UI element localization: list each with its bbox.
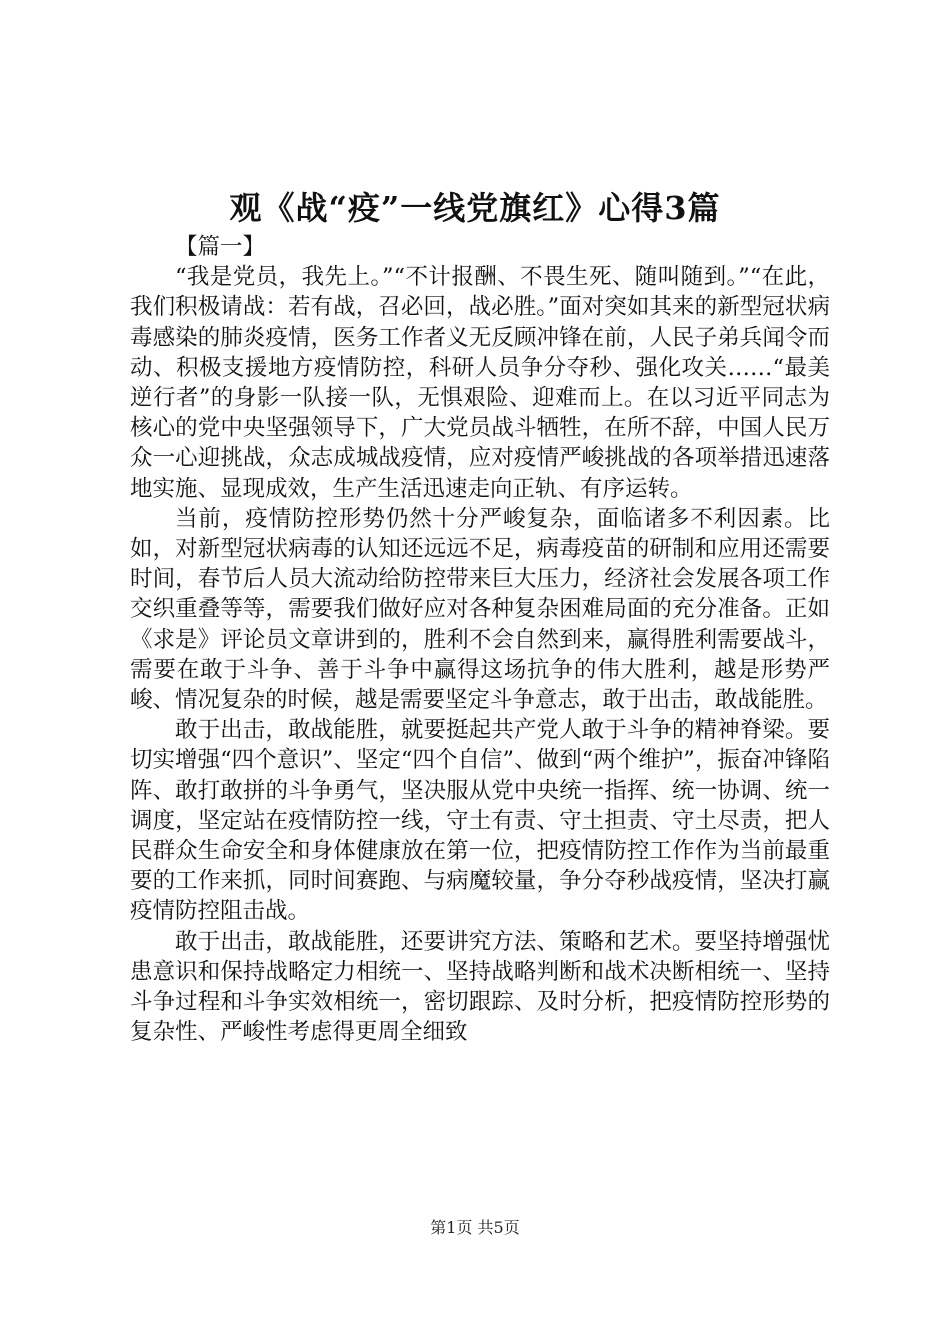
paragraph: “我是党员，我先上。”“不计报酬、不畏生死、随叫随到。”“在此，我们积极请战：若有战，召必回，战必胜。”面对突如其来的新型冠状病毒感染的肺炎疫情，医务工作者义无反顾冲锋在前，人民子弟兵闻令而动、积极支援地方疫情防控，科研人员争分夺秒、强化攻关……“最美逆行者”的身影一队接一队，无惧艰险、迎难而上。在以习近平同志为核心的党中央坚强领导下，广大党员战斗牺牲，在所不辞，中国人民万众一心迎挑战，众志成城战疫情，应对疫情严峻挑战的各项举措迅速落地实施、显现成效，生产生活迅速走向正轨、有序运转。: [130, 264, 830, 502]
page-number: 第1页 共5页: [430, 1218, 520, 1237]
paragraph: 敢于出击，敢战能胜，还要讲究方法、策略和艺术。要坚持增强忧患意识和保持战略定力相统一、坚持战略判断和战术决断相统一、坚持斗争过程和斗争实效相统一，密切跟踪、及时分析，把疫情防控形势的复杂性、严峻性考虑得更周全细致: [130, 928, 830, 1046]
paragraph: 当前，疫情防控形势仍然十分严峻复杂，面临诸多不利因素。比如，对新型冠状病毒的认知还远远不足，病毒疫苗的研制和应用还需要时间，春节后人员大流动给防控带来巨大压力，经济社会发展各项工作交织重叠等等，需要我们做好应对各种复杂困难局面的充分准备。正如《求是》评论员文章讲到的，胜利不会自然到来，赢得胜利需要战斗，需要在敢于斗争、善于斗争中赢得这场抗争的伟大胜利，越是形势严峻、情况复杂的时候，越是需要坚定斗争意志，敢于出击，敢战能胜。: [130, 505, 830, 714]
document-body: [130, 232, 830, 1047]
page-title: 观《战“疫”一线党旗红》心得3篇: [229, 189, 721, 227]
paragraph: 敢于出击，敢战能胜，就要挺起共产党人敢于斗争的精神脊梁。要切实增强“四个意识”、坚定“四个自信”、做到“两个维护”，振奋冲锋陷阵、敢打敢拼的斗争勇气，坚决服从党中央统一指挥、统一协调、统一调度，坚定站在疫情防控一线，守土有责、守土担责、守土尽责，把人民群众生命安全和身体健康放在第一位，把疫情防控工作作为当前最重要的工作来抓，同时间赛跑、与病魔较量，争分夺秒战疫情，坚决打赢疫情防控阻击战。: [130, 717, 830, 925]
page-footer: [0, 1216, 950, 1240]
section-heading: 【篇一】: [175, 234, 266, 260]
